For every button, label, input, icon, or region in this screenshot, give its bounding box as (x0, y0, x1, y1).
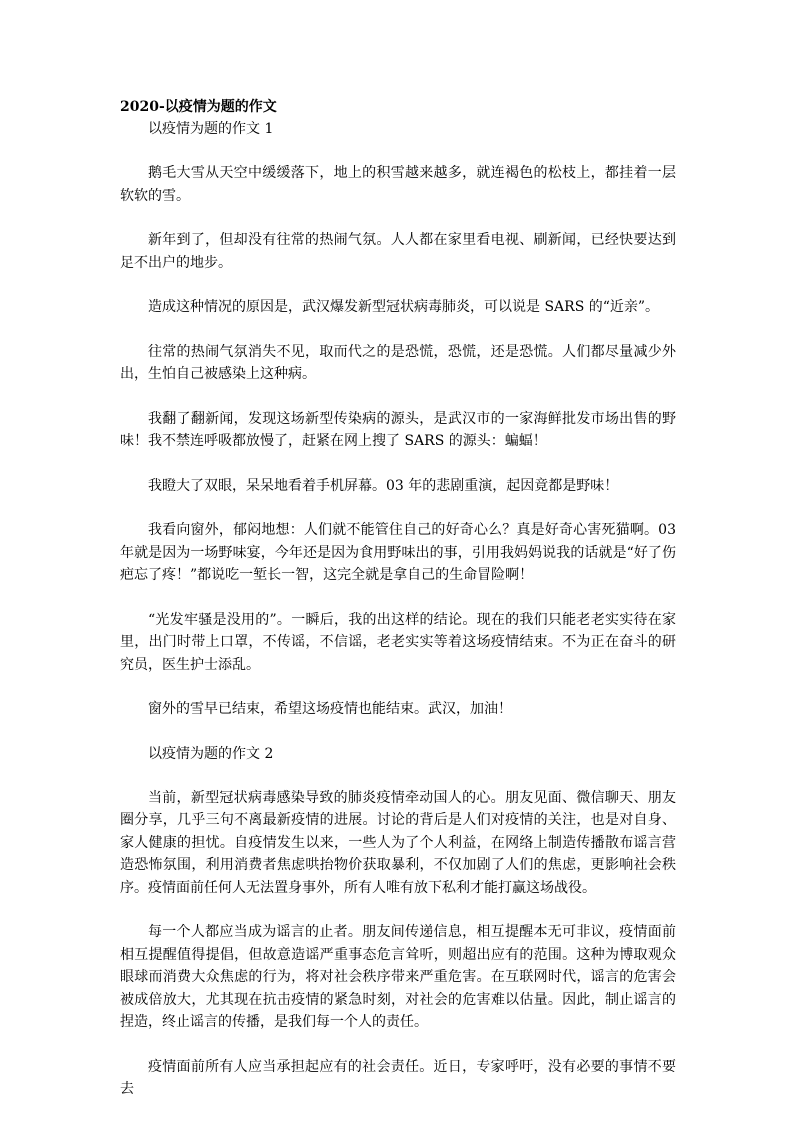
spacer (120, 140, 676, 162)
document-page (120, 96, 676, 1101)
spacer (120, 721, 676, 743)
spacer (120, 386, 676, 408)
essay-1-paragraph-9: 窗外的雪早已结束，希望这场疫情也能结束。武汉，加油！ (148, 701, 512, 717)
essay-2-heading: 以疫情为题的作文 2 (148, 745, 274, 762)
essay-2-paragraph-2: 每一个人都应当成为谣言的止者。朋友间传递信息，相互提醒本无可非议，疫情面前相互提醒值得提倡，但故意造谣严重事态危言耸听，则超出应有的范围。这种为博取观众眼球而消费大众焦虑的行为，将对社会秩序带来严重危害。在互联网时代，谣言的危害会被成倍放大，尤其现在抗击疫情的紧急时刻，对社会的危害难以估量。因此，制止谣言的捏造，终止谣言的传播，是我们每一个人的责任。 (120, 924, 676, 1030)
essay-1-heading: 以疫情为题的作文 1 (148, 121, 274, 137)
spacer (120, 319, 676, 341)
spacer (120, 453, 676, 475)
spacer (120, 1034, 676, 1056)
essay-1-paragraph-6: 我瞪大了双眼，呆呆地看着手机屏幕。03 年的悲剧重演，起因竟都是野味！ (148, 477, 619, 494)
essay-1-paragraph-3: 造成这种情况的原因是，武汉爆发新型冠状病毒肺炎，可以说是 SARS 的“近亲”。 (148, 299, 660, 315)
document-title: 2020-以疫情为题的作文 (120, 99, 277, 115)
spacer (120, 899, 676, 921)
spacer (120, 587, 676, 609)
spacer (120, 765, 676, 787)
essay-1-paragraph-7: 我看向窗外，郁闷地想：人们就不能管住自己的好奇心么？真是好奇心害死猫啊。03 年就是因为一场野味宴，今年还是因为食用野味出的事，引用我妈妈说我的话就是“好了伤疤忘了疼！”都说吃一堑长一智，这完全就是拿自己的生命冒险啊！ (120, 522, 676, 583)
essay-2-paragraph-3: 疫情面前所有人应当承担起应有的社会责任。近日，专家呼吁，没有必要的事情不要去 (120, 1058, 676, 1097)
spacer (120, 274, 676, 296)
essay-1-paragraph-8: “光发牢骚是没用的”。一瞬后，我的出这样的结论。现在的我们只能老老实实待在家里，出门时带上口罩，不传谣，不信谣，老老实实等着这场疫情结束。不为正在奋斗的研究员，医生护士添乱。 (120, 611, 676, 673)
essay-1-paragraph-5: 我翻了翻新闻，发现这场新型传染病的源头，是武汉市的一家海鲜批发市场出售的野味！我不禁连呼吸都放慢了，赶紧在网上搜了 SARS 的源头：蝙蝠！ (120, 410, 676, 449)
essay-1-paragraph-1: 鹅毛大雪从天空中缓缓落下，地上的积雪越来越多，就连褐色的松枝上，都挂着一层软软的雪。 (120, 165, 676, 204)
essay-1-paragraph-4: 往常的热闹气氛消失不见，取而代之的是恐慌，恐慌，还是恐慌。人们都尽量减少外出，生怕自己被感染上这种病。 (120, 343, 676, 382)
spacer (120, 497, 676, 519)
spacer (120, 207, 676, 229)
essay-1-paragraph-2: 新年到了，但却没有往常的热闹气氛。人人都在家里看电视、刷新闻，已经快要达到足不出户的地步。 (120, 232, 676, 271)
spacer (120, 676, 676, 698)
essay-2-paragraph-1: 当前，新型冠状病毒感染导致的肺炎疫情牵动国人的心。朋友见面、微信聊天、朋友圈分享，几乎三句不离最新疫情的进展。讨论的背后是人们对疫情的关注，也是对自身、家人健康的担忧。自疫情发生以来，一些人为了个人利益，在网络上制造传播散布谣言营造恐怖氛围，利用消费者焦虑哄抬物价获取暴利，不仅加剧了人们的焦虑，更影响社会秩序。疫情面前任何人无法置身事外，所有人唯有放下私利才能打赢这场战役。 (120, 789, 676, 896)
